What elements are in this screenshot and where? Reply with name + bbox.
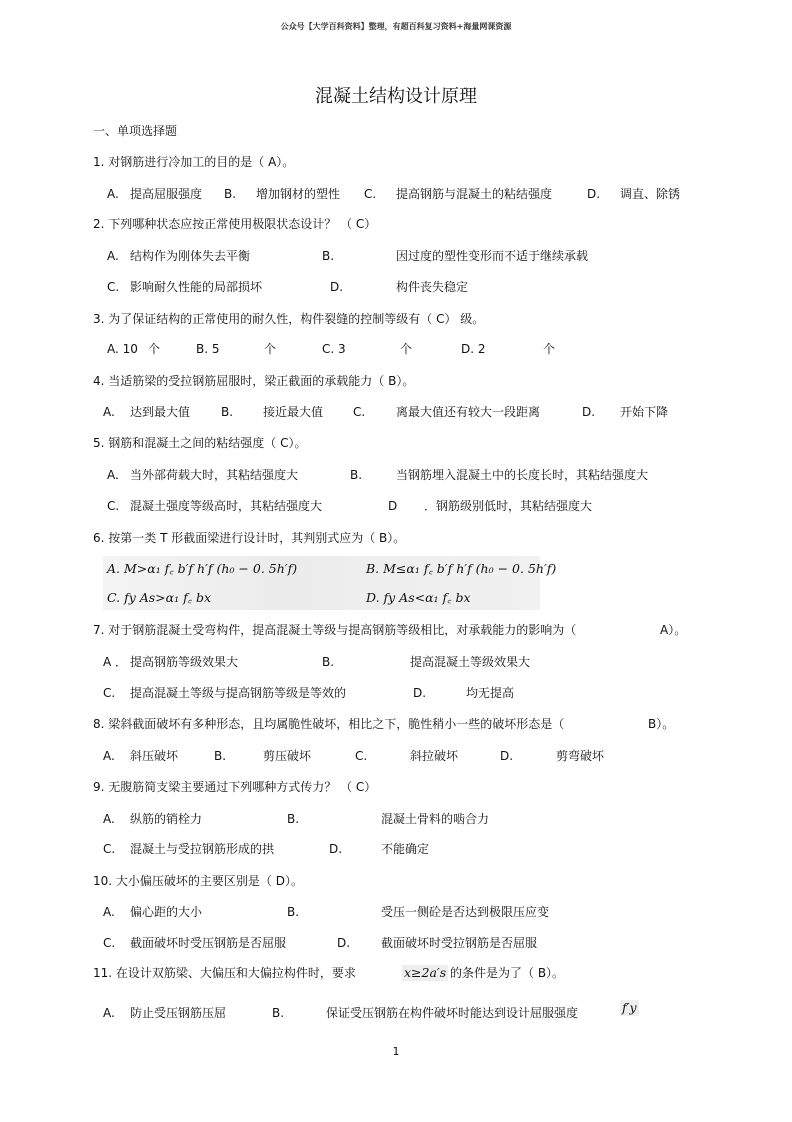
option-text: 当钢筋埋入混凝土中的长度长时，其粘结强度大 — [396, 468, 649, 482]
formula-option-a: A. M>α₁ f꜀ b′f h′f (h₀ − 0. 5h′f) — [107, 561, 298, 576]
question-stem: 6. 按第一类 T 形截面梁进行设计时，其判别式应为（ B）。 — [93, 531, 406, 545]
option-label: B. — [350, 468, 363, 482]
option-label: D. — [330, 280, 344, 294]
option-label: A. 10 — [107, 342, 138, 356]
option-text: 因过度的塑性变形而不适于继续承载 — [396, 249, 589, 263]
option-label: D. 2 — [461, 342, 486, 356]
option-text: 剪压破坏 — [263, 749, 312, 763]
option-text: 达到最大值 — [130, 405, 191, 419]
option-label: D. — [413, 686, 427, 700]
option-text: 影响耐久性能的局部损坏 — [130, 280, 263, 294]
option-label: D. — [337, 936, 351, 950]
option-label: C. — [103, 842, 116, 856]
option-text: 不能确定 — [381, 842, 430, 856]
question-stem: 4. 当适筋梁的受拉钢筋屈服时，梁正截面的承载能力（ B）。 — [93, 374, 415, 388]
question-stem: 3. 为了保证结构的正常使用的耐久性，构件裂缝的控制等级有（ C） 级。 — [93, 312, 485, 326]
option-label: A. — [107, 249, 119, 263]
option-text: 当外部荷载大时，其粘结强度大 — [130, 468, 299, 482]
question-answer: B）。 — [648, 717, 675, 731]
document-title: 混凝土结构设计原理 — [315, 86, 477, 107]
option-label: C. — [103, 936, 116, 950]
option-text: 均无提高 — [466, 686, 515, 700]
option-text: 偏心距的大小 — [130, 905, 203, 919]
option-unit: 个 — [148, 342, 161, 356]
option-label: C. — [355, 749, 368, 763]
option-unit: 个 — [543, 342, 556, 356]
page-header: 公众号【大学百科资料】整理，有超百科复习资料+海量网课资源 — [280, 22, 512, 31]
question-stem: 2. 下列哪种状态应按正常使用极限状态设计？ （ C） — [93, 217, 377, 231]
question-stem: 1. 对钢筋进行冷加工的目的是（ A）。 — [93, 155, 295, 169]
option-text: 提高钢筋等级效果大 — [130, 655, 239, 669]
option-text: 截面破坏时受压钢筋是否屈服 — [130, 936, 287, 950]
option-text: 提高混凝土等级与提高钢筋等级是等效的 — [130, 686, 347, 700]
option-label: A. — [103, 405, 115, 419]
option-text: 混凝土与受拉钢筋形成的拱 — [130, 842, 275, 856]
option-label: D. — [582, 405, 596, 419]
question-stem-continued: 的条件是为了（ B）。 — [450, 966, 565, 980]
option-text: 调直、除锈 — [620, 187, 681, 201]
option-label: A. — [103, 812, 115, 826]
option-text: 斜压破坏 — [130, 749, 179, 763]
option-text: 纵筋的销栓力 — [130, 812, 203, 826]
option-label: B. — [287, 905, 300, 919]
option-unit: 个 — [400, 342, 413, 356]
option-text: 保证受压钢筋在构件破坏时能达到设计屈服强度 — [326, 1006, 579, 1020]
question-stem: 10. 大小偏压破坏的主要区别是（ D）。 — [93, 874, 303, 888]
option-text: 提高钢筋与混凝土的粘结强度 — [396, 187, 553, 201]
option-label: A. — [103, 749, 115, 763]
option-label: B. — [224, 187, 237, 201]
option-text: 混凝土强度等级高时，其粘结强度大 — [130, 499, 323, 513]
option-label: B. 5 — [196, 342, 220, 356]
option-text: 斜拉破坏 — [410, 749, 459, 763]
option-label: D — [388, 499, 398, 513]
option-label: B. — [322, 249, 335, 263]
formula-option-b: B. M≤α₁ f꜀ b′f h′f (h₀ − 0. 5h′f) — [366, 561, 557, 576]
option-text: 开始下降 — [620, 405, 669, 419]
question-stem: 8. 梁斜截面破坏有多种形态，且均属脆性破坏，相比之下，脆性稍小一些的破坏形态是（ — [93, 717, 565, 731]
formula-option-d: D. fy As<α₁ f꜀ bx — [366, 590, 471, 605]
formula-inline: x≥2a′s — [404, 965, 447, 980]
option-label: D. — [587, 187, 601, 201]
option-label: D. — [329, 842, 343, 856]
option-label: A ． — [103, 655, 128, 669]
option-text: 离最大值还有较大一段距离 — [396, 405, 541, 419]
option-label: C. — [364, 187, 377, 201]
option-label: C. 3 — [322, 342, 346, 356]
question-stem: 9. 无腹筋简支梁主要通过下列哪种方式传力？ （ C） — [93, 780, 377, 794]
page-number: 1 — [392, 1045, 400, 1058]
option-text: 受压一侧砼是否达到极限压应变 — [381, 905, 550, 919]
option-text: 混凝土骨料的啮合力 — [381, 812, 490, 826]
option-label: A. — [103, 905, 115, 919]
option-text: 提高屈服强度 — [130, 187, 203, 201]
option-label: B. — [221, 405, 234, 419]
question-stem: 11. 在设计双筋梁、大偏压和大偏拉构件时，要求 — [93, 966, 356, 980]
option-label: C. — [353, 405, 366, 419]
option-text: ．钢筋级别低时，其粘结强度大 — [424, 499, 593, 513]
option-text: 接近最大值 — [263, 405, 324, 419]
option-text: 截面破坏时受拉钢筋是否屈服 — [381, 936, 538, 950]
option-text: 防止受压钢筋压屈 — [130, 1006, 227, 1020]
option-label: A. — [107, 468, 119, 482]
option-text: 结构作为刚体失去平衡 — [130, 249, 251, 263]
option-label: B. — [322, 655, 335, 669]
formula-inline: f′y — [622, 1000, 637, 1015]
option-label: B. — [272, 1006, 285, 1020]
question-stem: 5. 钢筋和混凝土之间的粘结强度（ C）。 — [93, 436, 307, 450]
option-text: 提高混凝土等级效果大 — [410, 655, 531, 669]
option-text: 剪弯破坏 — [556, 749, 605, 763]
formula-option-c: C. fy As>α₁ f꜀ bx — [107, 590, 212, 605]
question-stem: 7. 对于钢筋混凝土受弯构件，提高混凝土等级与提高钢筋等级相比，对承载能力的影响为（ — [93, 623, 577, 637]
option-label: B. — [287, 812, 300, 826]
option-unit: 个 — [264, 342, 277, 356]
option-label: B. — [214, 749, 227, 763]
option-label: C. — [107, 280, 120, 294]
option-label: D. — [500, 749, 514, 763]
option-label: C. — [103, 686, 116, 700]
option-label: A. — [107, 187, 119, 201]
option-text: 构件丧失稳定 — [396, 280, 469, 294]
option-label: C. — [107, 499, 120, 513]
question-answer: A）。 — [660, 623, 687, 637]
section-heading: 一、单项选择题 — [93, 124, 178, 138]
option-label: A. — [103, 1006, 115, 1020]
option-text: 增加钢材的塑性 — [256, 187, 341, 201]
